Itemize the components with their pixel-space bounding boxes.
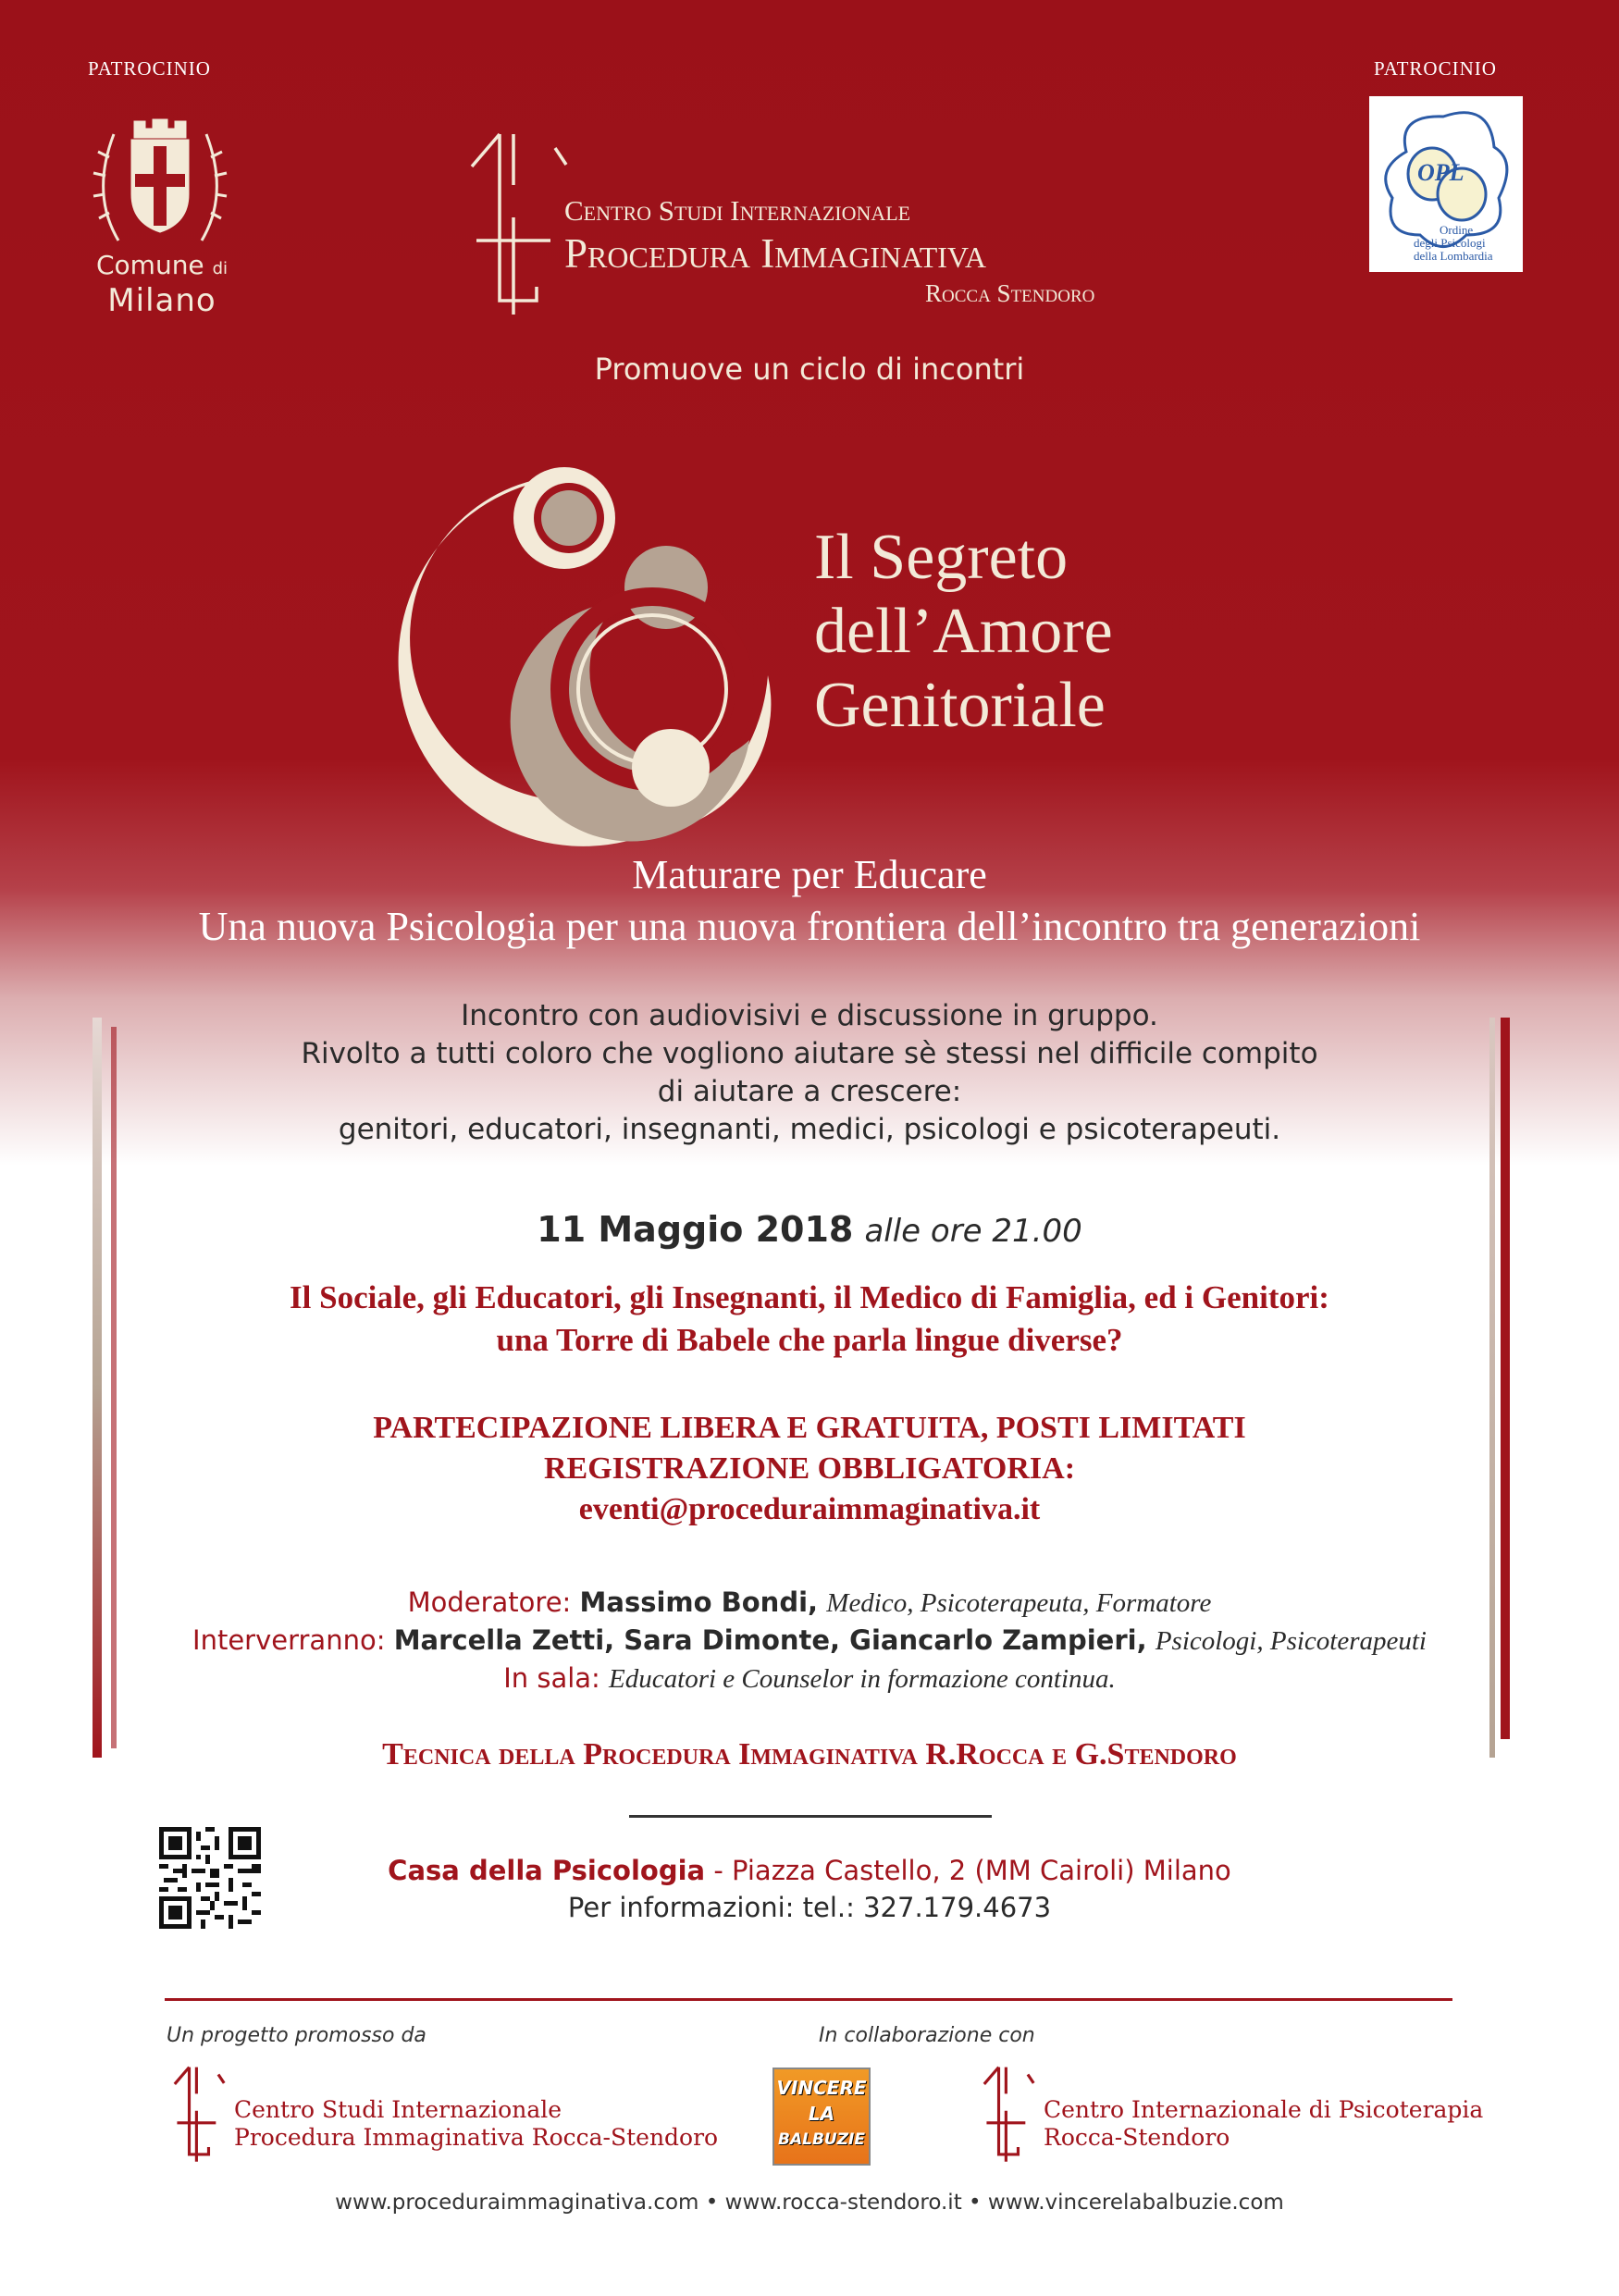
left-decorative-bar-thin	[111, 1027, 117, 1748]
sala-text: Educatori e Counselor in formazione continua.	[609, 1664, 1116, 1694]
vincere-la-balbuzie-logo	[772, 2068, 871, 2166]
vincere-line2: LA	[808, 2103, 835, 2125]
procedura-logo-icon	[463, 130, 574, 324]
family-embrace-icon	[389, 463, 777, 851]
title-line3: Genitoriale	[814, 670, 1106, 741]
footer-org1	[234, 2096, 718, 2152]
right-decorative-bar-thin	[1489, 1018, 1495, 1758]
description-line2: Rivolto a tutti coloro che vogliono aiutare sè stessi nel difficile compito	[301, 1037, 1318, 1070]
opl-logo-text: OPL	[1417, 159, 1465, 186]
venue-name: Casa della Psicologia	[388, 1855, 706, 1886]
footer-org2-line2: Rocca-Stendoro	[1044, 2124, 1230, 2151]
opl-text	[1414, 224, 1493, 263]
event-topic	[0, 1277, 1619, 1362]
moderatore-role: Medico, Psicoterapeuta, Formatore	[826, 1588, 1212, 1618]
patrocinio-right-label: PATROCINIO	[1374, 57, 1497, 80]
footer-org1-line2: Procedura Immaginativa Rocca-Stendoro	[234, 2124, 719, 2151]
venue-address: - Piazza Castello, 2 (MM Cairoli) Milano	[713, 1855, 1231, 1886]
event-time: alle ore 21.00	[864, 1213, 1082, 1250]
org-line1: Centro Studi Internazionale	[564, 194, 911, 227]
title-line2: dell’Amore	[814, 596, 1113, 667]
milano-crest-icon	[91, 102, 229, 250]
footer-org1-line1: Centro Studi Internazionale	[234, 2096, 562, 2123]
footer-org2-line1: Centro Internazionale di Psicoterapia	[1044, 2096, 1484, 2123]
description-line3: di aiutare a crescere:	[657, 1075, 962, 1108]
footer-psicoterapia-logo-icon	[976, 2065, 1041, 2166]
promosso-label: Un progetto promosso da	[167, 2024, 426, 2047]
event-topic-line1: Il Sociale, gli Educatori, gli Insegnanti, il Medico di Famiglia, ed i Genitori:	[290, 1279, 1329, 1315]
interverranno-names: Marcella Zetti, Sara Dimonte, Giancarlo Zampieri,	[393, 1624, 1147, 1656]
technique-text: Tecnica della Procedura Immaginativa R.Rocca e G.Stendoro	[382, 1737, 1237, 1771]
venue-info: Per informazioni: tel.: 327.179.4673	[567, 1892, 1052, 1923]
event-datetime	[0, 1209, 1619, 1250]
interverranno-role: Psicologi, Psicoterapeuti	[1155, 1626, 1427, 1656]
venue	[0, 1852, 1619, 1926]
sala-row	[139, 1660, 1480, 1697]
venue-divider	[629, 1815, 992, 1818]
footer-divider	[165, 1998, 1452, 2001]
comune-line2: Milano	[107, 282, 216, 319]
footer-procedura-logo-icon	[167, 2065, 231, 2166]
right-decorative-bar	[1501, 1018, 1510, 1739]
promuove-text: Promuove un ciclo di incontri	[594, 352, 1025, 387]
moderatore-name: Massimo Bondi,	[579, 1586, 819, 1618]
org-line3: Rocca Stendoro	[925, 279, 1095, 307]
comune-line1: Comune	[95, 250, 204, 280]
registration-line1: PARTECIPAZIONE LIBERA E GRATUITA, POSTI LIMITATI	[373, 1411, 1246, 1445]
registration-line2: REGISTRAZIONE OBBLIGATORIA:	[543, 1451, 1076, 1486]
patrocinio-left-label: PATROCINIO	[88, 57, 211, 80]
subtitle-line1: Maturare per Educare	[632, 852, 987, 897]
sala-label: In sala:	[503, 1662, 600, 1694]
vincere-line1: VINCERE	[776, 2077, 867, 2099]
moderatore-label: Moderatore:	[407, 1586, 572, 1618]
registration-email[interactable]: eventi@proceduraimmaginativa.it	[578, 1492, 1041, 1526]
subtitle	[0, 849, 1619, 953]
interverranno-row	[139, 1622, 1480, 1660]
footer-websites[interactable]: www.proceduraimmaginativa.com • www.rocca-stendoro.it • www.vincerelabalbuzie.com	[335, 2191, 1284, 2215]
org-line2: Procedura Immaginativa	[564, 230, 987, 277]
description-line1: Incontro con audiovisivi e discussione in gruppo.	[461, 999, 1158, 1032]
vincere-line3: BALBUZIE	[778, 2130, 865, 2149]
description-line4: genitori, educatori, insegnanti, medici, psicologi e psicoterapeuti.	[338, 1113, 1281, 1146]
speakers	[139, 1584, 1480, 1697]
opl-line1: Ordine	[1440, 223, 1474, 237]
moderatore-row	[139, 1584, 1480, 1622]
title	[814, 521, 1113, 743]
registration	[0, 1408, 1619, 1530]
event-topic-line2: una Torre di Babele che parla lingue diverse?	[496, 1322, 1123, 1358]
opl-logo	[1369, 96, 1523, 272]
title-line1: Il Segreto	[814, 522, 1069, 593]
interverranno-label: Interverranno:	[192, 1624, 386, 1656]
event-date: 11 Maggio 2018	[537, 1209, 854, 1250]
opl-line3: della Lombardia	[1414, 249, 1493, 263]
subtitle-line2: Una nuova Psicologia per una nuova frontiera dell’incontro tra generazioni	[198, 904, 1421, 949]
footer-org2	[1044, 2096, 1483, 2152]
left-decorative-bar	[93, 1018, 102, 1758]
collab-label: In collaborazione con	[819, 2024, 1035, 2047]
comune-di: di	[212, 259, 229, 278]
comune-di-milano-label	[74, 250, 250, 318]
description	[139, 997, 1480, 1149]
opl-line2: degli Psicologi	[1414, 236, 1486, 250]
